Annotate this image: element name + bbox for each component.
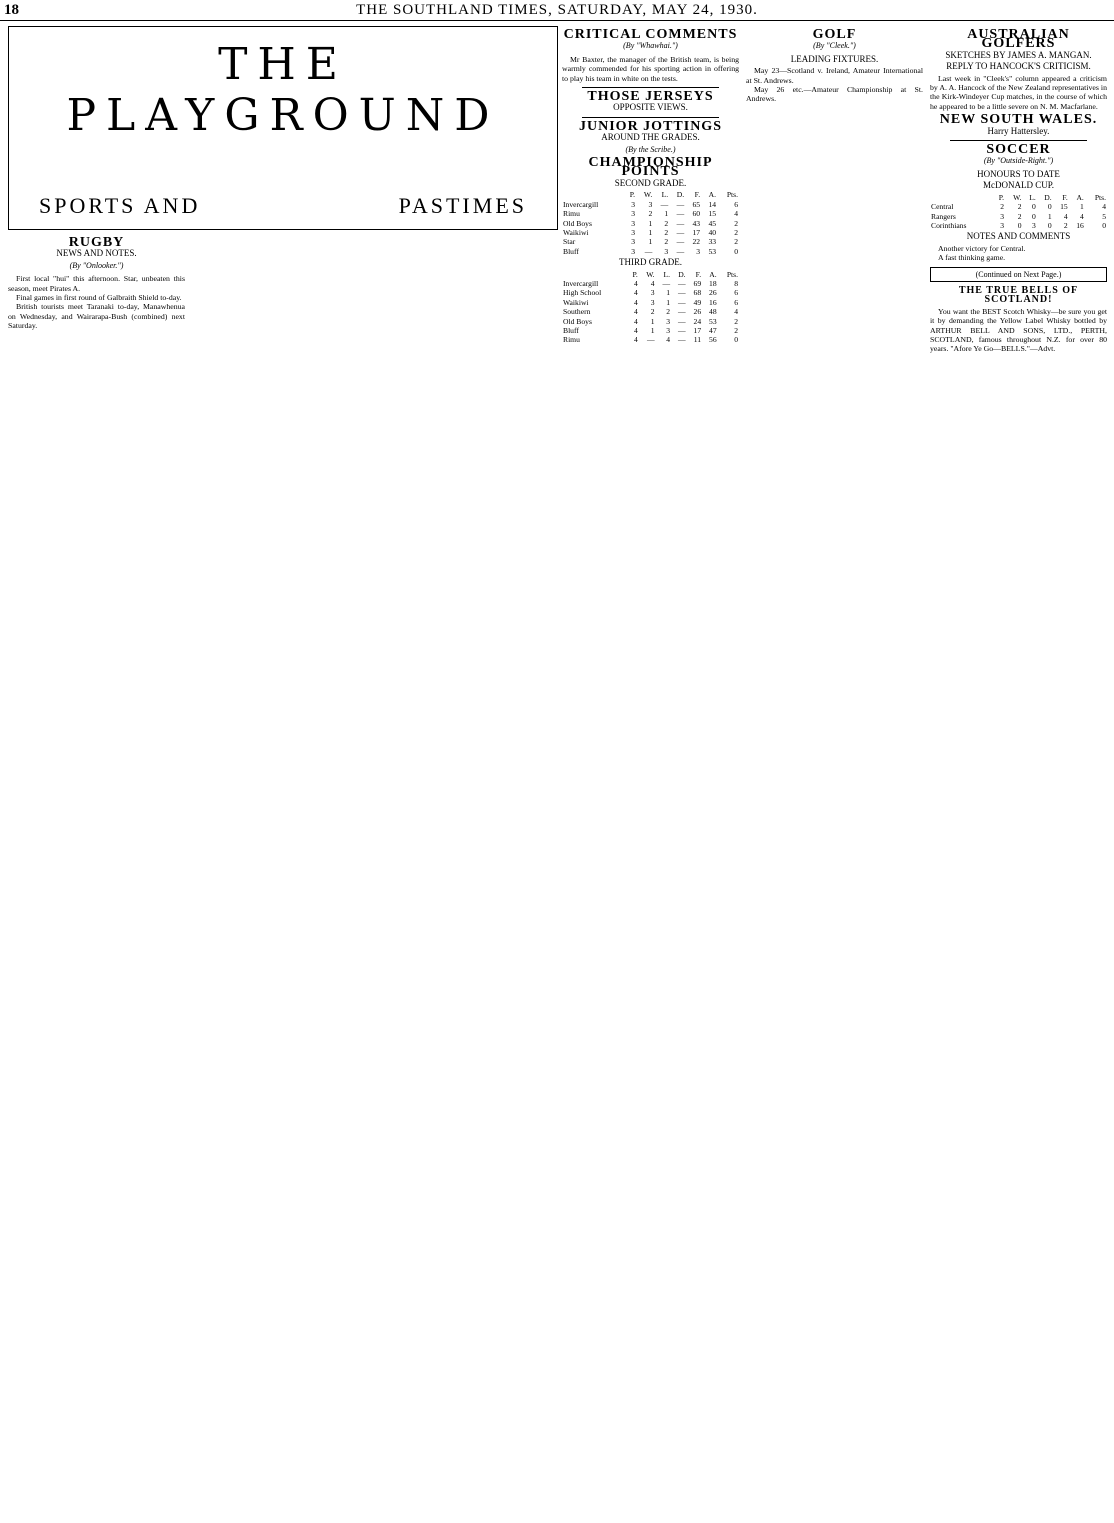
- jerseys-sub: OPPOSITE VIEWS.: [613, 102, 688, 113]
- column-header: P.: [998, 192, 1005, 202]
- table-cell: —: [678, 278, 686, 288]
- table-cell: 2: [734, 227, 738, 237]
- table-row: [562, 288, 739, 297]
- junior-byline: (By the Scribe.): [625, 144, 676, 154]
- soccer-notes: NOTES AND COMMENTS: [966, 231, 1071, 242]
- column-3: [377, 234, 554, 1516]
- table-cell: —: [678, 297, 686, 307]
- table-cell: 3: [664, 246, 669, 256]
- soccer-sub: HONOURS TO DATE: [977, 168, 1060, 179]
- table-row: [562, 298, 739, 307]
- table-cell: 15: [708, 209, 717, 219]
- table-cell: 6: [734, 199, 738, 209]
- table-cell: Rangers: [931, 211, 956, 221]
- critical-byline: (By "Whawhai."): [623, 41, 678, 51]
- second-grade-table: [562, 190, 739, 256]
- junior-heading: JUNIOR JOTTINGS: [579, 118, 722, 134]
- table-cell: —: [676, 246, 685, 256]
- table-cell: —: [676, 199, 685, 209]
- table-cell: —: [678, 288, 686, 298]
- banner-right: PASTIMES: [398, 193, 527, 218]
- table-cell: 26: [709, 288, 717, 298]
- table-cell: 0: [734, 246, 738, 256]
- table-cell: 60: [692, 209, 701, 219]
- table-cell: 69: [693, 278, 702, 288]
- table-cell: 2: [648, 209, 653, 219]
- soccer-heading: SOCCER: [986, 142, 1051, 158]
- rugby-byline: (By "Onlooker."): [69, 260, 124, 270]
- playground-banner: [8, 26, 558, 230]
- table-cell: 53: [708, 246, 717, 256]
- column-header: F.: [695, 269, 702, 279]
- table-cell: 47: [709, 325, 717, 335]
- soccer-byline: (By "Outside-Right."): [983, 156, 1054, 166]
- jerseys-heading: THOSE JERSEYS: [587, 89, 714, 105]
- table-cell: Corinthians: [931, 220, 967, 230]
- champ-heading: CHAMPIONSHIP POINTS: [588, 155, 713, 180]
- aus-sub: SKETCHES BY JAMES A. MANGAN.: [945, 49, 1092, 60]
- table-cell: 4: [650, 278, 655, 288]
- table-cell: 4: [734, 209, 738, 219]
- table-cell: 4: [633, 335, 638, 345]
- third-grade-table: [562, 270, 739, 345]
- table-cell: 0: [1047, 220, 1052, 230]
- table-cell: 14: [708, 199, 717, 209]
- table-row: [562, 228, 739, 237]
- table-cell: 3: [650, 297, 655, 307]
- table-header: [562, 190, 739, 199]
- column-header: A.: [1076, 192, 1084, 202]
- table-cell: —: [678, 325, 686, 335]
- soccer-p1: Another victory for Central.: [938, 243, 1026, 253]
- table-cell: —: [644, 246, 653, 256]
- table-cell: 11: [693, 335, 702, 345]
- table-row: [562, 247, 739, 256]
- table-cell: 3: [666, 325, 671, 335]
- table-cell: 1: [666, 297, 671, 307]
- aus-sub2: REPLY TO HANCOCK'S CRITICISM.: [946, 61, 1091, 72]
- table-cell: 3: [1000, 211, 1005, 221]
- table-cell: 1: [648, 227, 653, 237]
- table-cell: 3: [631, 209, 636, 219]
- column-header: F.: [694, 190, 701, 200]
- table-cell: 16: [1076, 220, 1084, 230]
- banner-left: SPORTS AND: [39, 193, 201, 218]
- column-header: Pts.: [726, 190, 738, 200]
- table-cell: 4: [1063, 211, 1068, 221]
- golf-sub: LEADING FIXTURES.: [790, 53, 879, 64]
- column-header: D.: [676, 190, 685, 200]
- table-row: [930, 202, 1107, 211]
- table-cell: Invercargill: [563, 199, 599, 209]
- table-cell: 4: [633, 297, 638, 307]
- table-row: [562, 317, 739, 326]
- rugby-p3: British tourists meet Taranaki to-day, Manawhenua on Wednesday, and Wairarapa-Bush (combined) next Saturday.: [8, 302, 185, 331]
- table-cell: 45: [708, 218, 717, 228]
- table-cell: 68: [693, 288, 702, 298]
- column-header: Pts.: [726, 269, 738, 279]
- divider: [582, 117, 719, 118]
- column-header: P.: [632, 269, 638, 279]
- golf-p2: May 26 etc.—Amateur Championship at St. Andrews.: [746, 85, 923, 104]
- table-cell: 56: [709, 335, 717, 345]
- page-number: 18: [4, 2, 19, 18]
- table-cell: 1: [648, 237, 653, 247]
- table-cell: 2: [664, 227, 669, 237]
- table-cell: 3: [666, 316, 671, 326]
- table-cell: 48: [709, 307, 717, 317]
- table-cell: 2: [650, 307, 655, 317]
- table-cell: 3: [631, 227, 636, 237]
- table-row: [562, 307, 739, 316]
- table-row: [562, 335, 739, 344]
- table-cell: 2: [734, 218, 738, 228]
- table-cell: Bluff: [563, 246, 579, 256]
- table-cell: —: [676, 218, 685, 228]
- critical-p1: Mr Baxter, the manager of the British team, is being warmly commended for his sporting action in offering to play his team in white on the tests.: [562, 54, 739, 83]
- table-cell: Rimu: [563, 209, 580, 219]
- table-cell: 18: [709, 278, 717, 288]
- table-cell: Bluff: [563, 325, 579, 335]
- junior-sub: AROUND THE GRADES.: [601, 132, 700, 143]
- table-cell: 2: [1000, 202, 1005, 212]
- column-5: [746, 26, 923, 1516]
- table-cell: 4: [1102, 202, 1106, 212]
- table-cell: 16: [709, 297, 717, 307]
- table-cell: Southern: [563, 307, 591, 317]
- table-cell: Old Boys: [563, 218, 592, 228]
- table-cell: 2: [1063, 220, 1068, 230]
- table-cell: 0: [1017, 220, 1022, 230]
- column-header: D.: [678, 269, 686, 279]
- nsw-name: Harry Hattersley.: [987, 125, 1050, 136]
- table-cell: —: [676, 209, 685, 219]
- table-row: [562, 209, 739, 218]
- soccer-table: [930, 193, 1107, 231]
- table-cell: 8: [734, 278, 738, 288]
- column-4: [562, 26, 739, 1516]
- table-cell: 2: [664, 237, 669, 247]
- table-cell: 3: [1000, 220, 1005, 230]
- table-cell: Star: [563, 237, 576, 247]
- table-cell: 3: [631, 199, 636, 209]
- table-cell: 1: [664, 209, 669, 219]
- table-cell: Waikiwi: [563, 297, 589, 307]
- bells-heading: THE TRUE BELLS OF SCOTLAND!: [958, 284, 1079, 306]
- table-cell: —: [676, 237, 685, 247]
- table-cell: 4: [633, 316, 638, 326]
- table-cell: 4: [1080, 211, 1084, 221]
- table-header: [562, 270, 739, 279]
- table-cell: 2: [1017, 211, 1022, 221]
- table-row: [562, 326, 739, 335]
- table-cell: 1: [1047, 211, 1052, 221]
- golf-heading: GOLF: [812, 27, 857, 42]
- table-cell: 2: [734, 316, 738, 326]
- table-cell: —: [646, 335, 655, 345]
- table-cell: 4: [633, 288, 638, 298]
- table-cell: 49: [693, 297, 702, 307]
- second-grade-label: SECOND GRADE.: [614, 177, 687, 188]
- table-cell: 3: [631, 218, 636, 228]
- table-cell: —: [678, 316, 686, 326]
- column-header: P.: [629, 190, 636, 200]
- golf-p1: May 23—Scotland v. Ireland, Amateur International at St. Andrews.: [746, 66, 923, 85]
- table-row: [930, 212, 1107, 221]
- table-cell: 4: [633, 307, 638, 317]
- column-header: L.: [663, 269, 671, 279]
- table-cell: Waikiwi: [563, 227, 589, 237]
- column-header: W.: [1013, 192, 1022, 202]
- table-cell: Invercargill: [563, 278, 599, 288]
- table-cell: 33: [708, 237, 717, 247]
- table-cell: 1: [1080, 202, 1084, 212]
- soccer-p2: A fast thinking game.: [938, 253, 1006, 263]
- column-header: Pts.: [1094, 192, 1106, 202]
- nsw-heading: NEW SOUTH WALES.: [939, 112, 1098, 128]
- rugby-p2: Final games in first round of Galbraith Shield to-day.: [16, 293, 182, 303]
- table-cell: 17: [692, 227, 701, 237]
- table-cell: 40: [708, 227, 717, 237]
- aus-heading: AUSTRALIAN GOLFERS: [967, 27, 1070, 52]
- table-cell: 17: [693, 325, 702, 335]
- column-header: A.: [708, 190, 717, 200]
- table-cell: 3: [650, 288, 655, 298]
- table-cell: 6: [734, 297, 738, 307]
- column-header: W.: [643, 190, 653, 200]
- column-header: W.: [646, 269, 655, 279]
- table-cell: —: [678, 335, 686, 345]
- golf-byline: (By "Cleek."): [813, 41, 856, 51]
- table-cell: 2: [666, 307, 671, 317]
- table-cell: 3: [631, 246, 636, 256]
- table-cell: 4: [734, 307, 738, 317]
- column-6: [930, 26, 1107, 1516]
- table-cell: 0: [734, 335, 738, 345]
- table-cell: 4: [633, 325, 638, 335]
- table-cell: 4: [666, 335, 671, 345]
- table-cell: 0: [1032, 211, 1036, 221]
- table-cell: 0: [1102, 220, 1106, 230]
- third-grade-label: THIRD GRADE.: [619, 257, 682, 268]
- rugby-heading: RUGBY: [68, 235, 125, 250]
- table-cell: 1: [650, 325, 655, 335]
- table-row: [562, 219, 739, 228]
- rugby-p1: First local "hui" this afternoon. Star, unbeaten this season, meet Pirates A.: [8, 274, 185, 293]
- table-cell: 4: [633, 278, 638, 288]
- column-header: L.: [661, 190, 669, 200]
- table-cell: 26: [693, 307, 702, 317]
- table-cell: —: [678, 307, 686, 317]
- table-cell: 3: [696, 246, 701, 256]
- column-header: D.: [1044, 192, 1052, 202]
- table-row: [562, 279, 739, 288]
- table-cell: 1: [648, 218, 653, 228]
- aus-p1: Last week in "Cleek's" column appeared a criticism by A. A. Hancock of the New Zealand representatives in the Kirk-Windeyer Cup matches, in the course of which he appeared to be a little severe on N. M. Macfarlane.: [930, 73, 1107, 111]
- continued-notice: (Continued on Next Page.): [930, 267, 1107, 282]
- table-cell: 22: [692, 237, 701, 247]
- table-cell: 6: [734, 288, 738, 298]
- table-cell: Central: [931, 202, 954, 212]
- table-row: [562, 237, 739, 246]
- table-header: [930, 193, 1107, 202]
- column-header: A.: [709, 269, 717, 279]
- divider: [950, 140, 1087, 141]
- table-cell: 3: [648, 199, 653, 209]
- table-cell: —: [662, 278, 671, 288]
- rugby-sub: NEWS AND NOTES.: [56, 248, 137, 259]
- table-cell: 65: [692, 199, 701, 209]
- table-cell: —: [676, 227, 685, 237]
- table-cell: 2: [1017, 202, 1022, 212]
- critical-heading: CRITICAL COMMENTS: [563, 27, 738, 42]
- column-2: [193, 234, 370, 1516]
- banner-title: THE PLAYGROUND: [66, 39, 500, 141]
- table-cell: High School: [563, 288, 602, 298]
- table-cell: 5: [1102, 211, 1106, 221]
- column-header: F.: [1062, 192, 1068, 202]
- divider: [582, 87, 719, 88]
- table-cell: 2: [664, 218, 669, 228]
- table-cell: 15: [1060, 202, 1068, 212]
- table-cell: 43: [692, 218, 701, 228]
- table-cell: 0: [1032, 202, 1036, 212]
- table-cell: 24: [693, 316, 702, 326]
- masthead: [0, 0, 1114, 21]
- table-row: [562, 200, 739, 209]
- table-cell: Old Boys: [563, 316, 592, 326]
- column-1: [8, 234, 185, 1516]
- table-cell: 2: [734, 237, 738, 247]
- table-cell: —: [660, 199, 669, 209]
- newspaper-title: THE SOUTHLAND TIMES, SATURDAY, MAY 24, 1930.: [356, 2, 758, 18]
- table-cell: 53: [709, 316, 717, 326]
- column-header: L.: [1029, 192, 1036, 202]
- bells-text: You want the BEST Scotch Whisky—be sure you get it by demanding the Yellow Label Whisky bottled by ARTHUR BELL AND SONS, LTD., PERTH, SCOTLAND, famous throughout N.Z. for over 80 years. "Afore Ye Go—BELLS."—Advt.: [930, 306, 1107, 354]
- table-cell: 3: [631, 237, 636, 247]
- table-cell: Rimu: [563, 335, 580, 345]
- table-cell: 1: [666, 288, 671, 298]
- table-cell: 1: [650, 316, 655, 326]
- table-row: [930, 221, 1107, 230]
- soccer-sub2: McDONALD CUP.: [982, 180, 1054, 191]
- table-cell: 2: [734, 325, 738, 335]
- table-cell: 3: [1032, 220, 1036, 230]
- table-cell: 0: [1047, 202, 1052, 212]
